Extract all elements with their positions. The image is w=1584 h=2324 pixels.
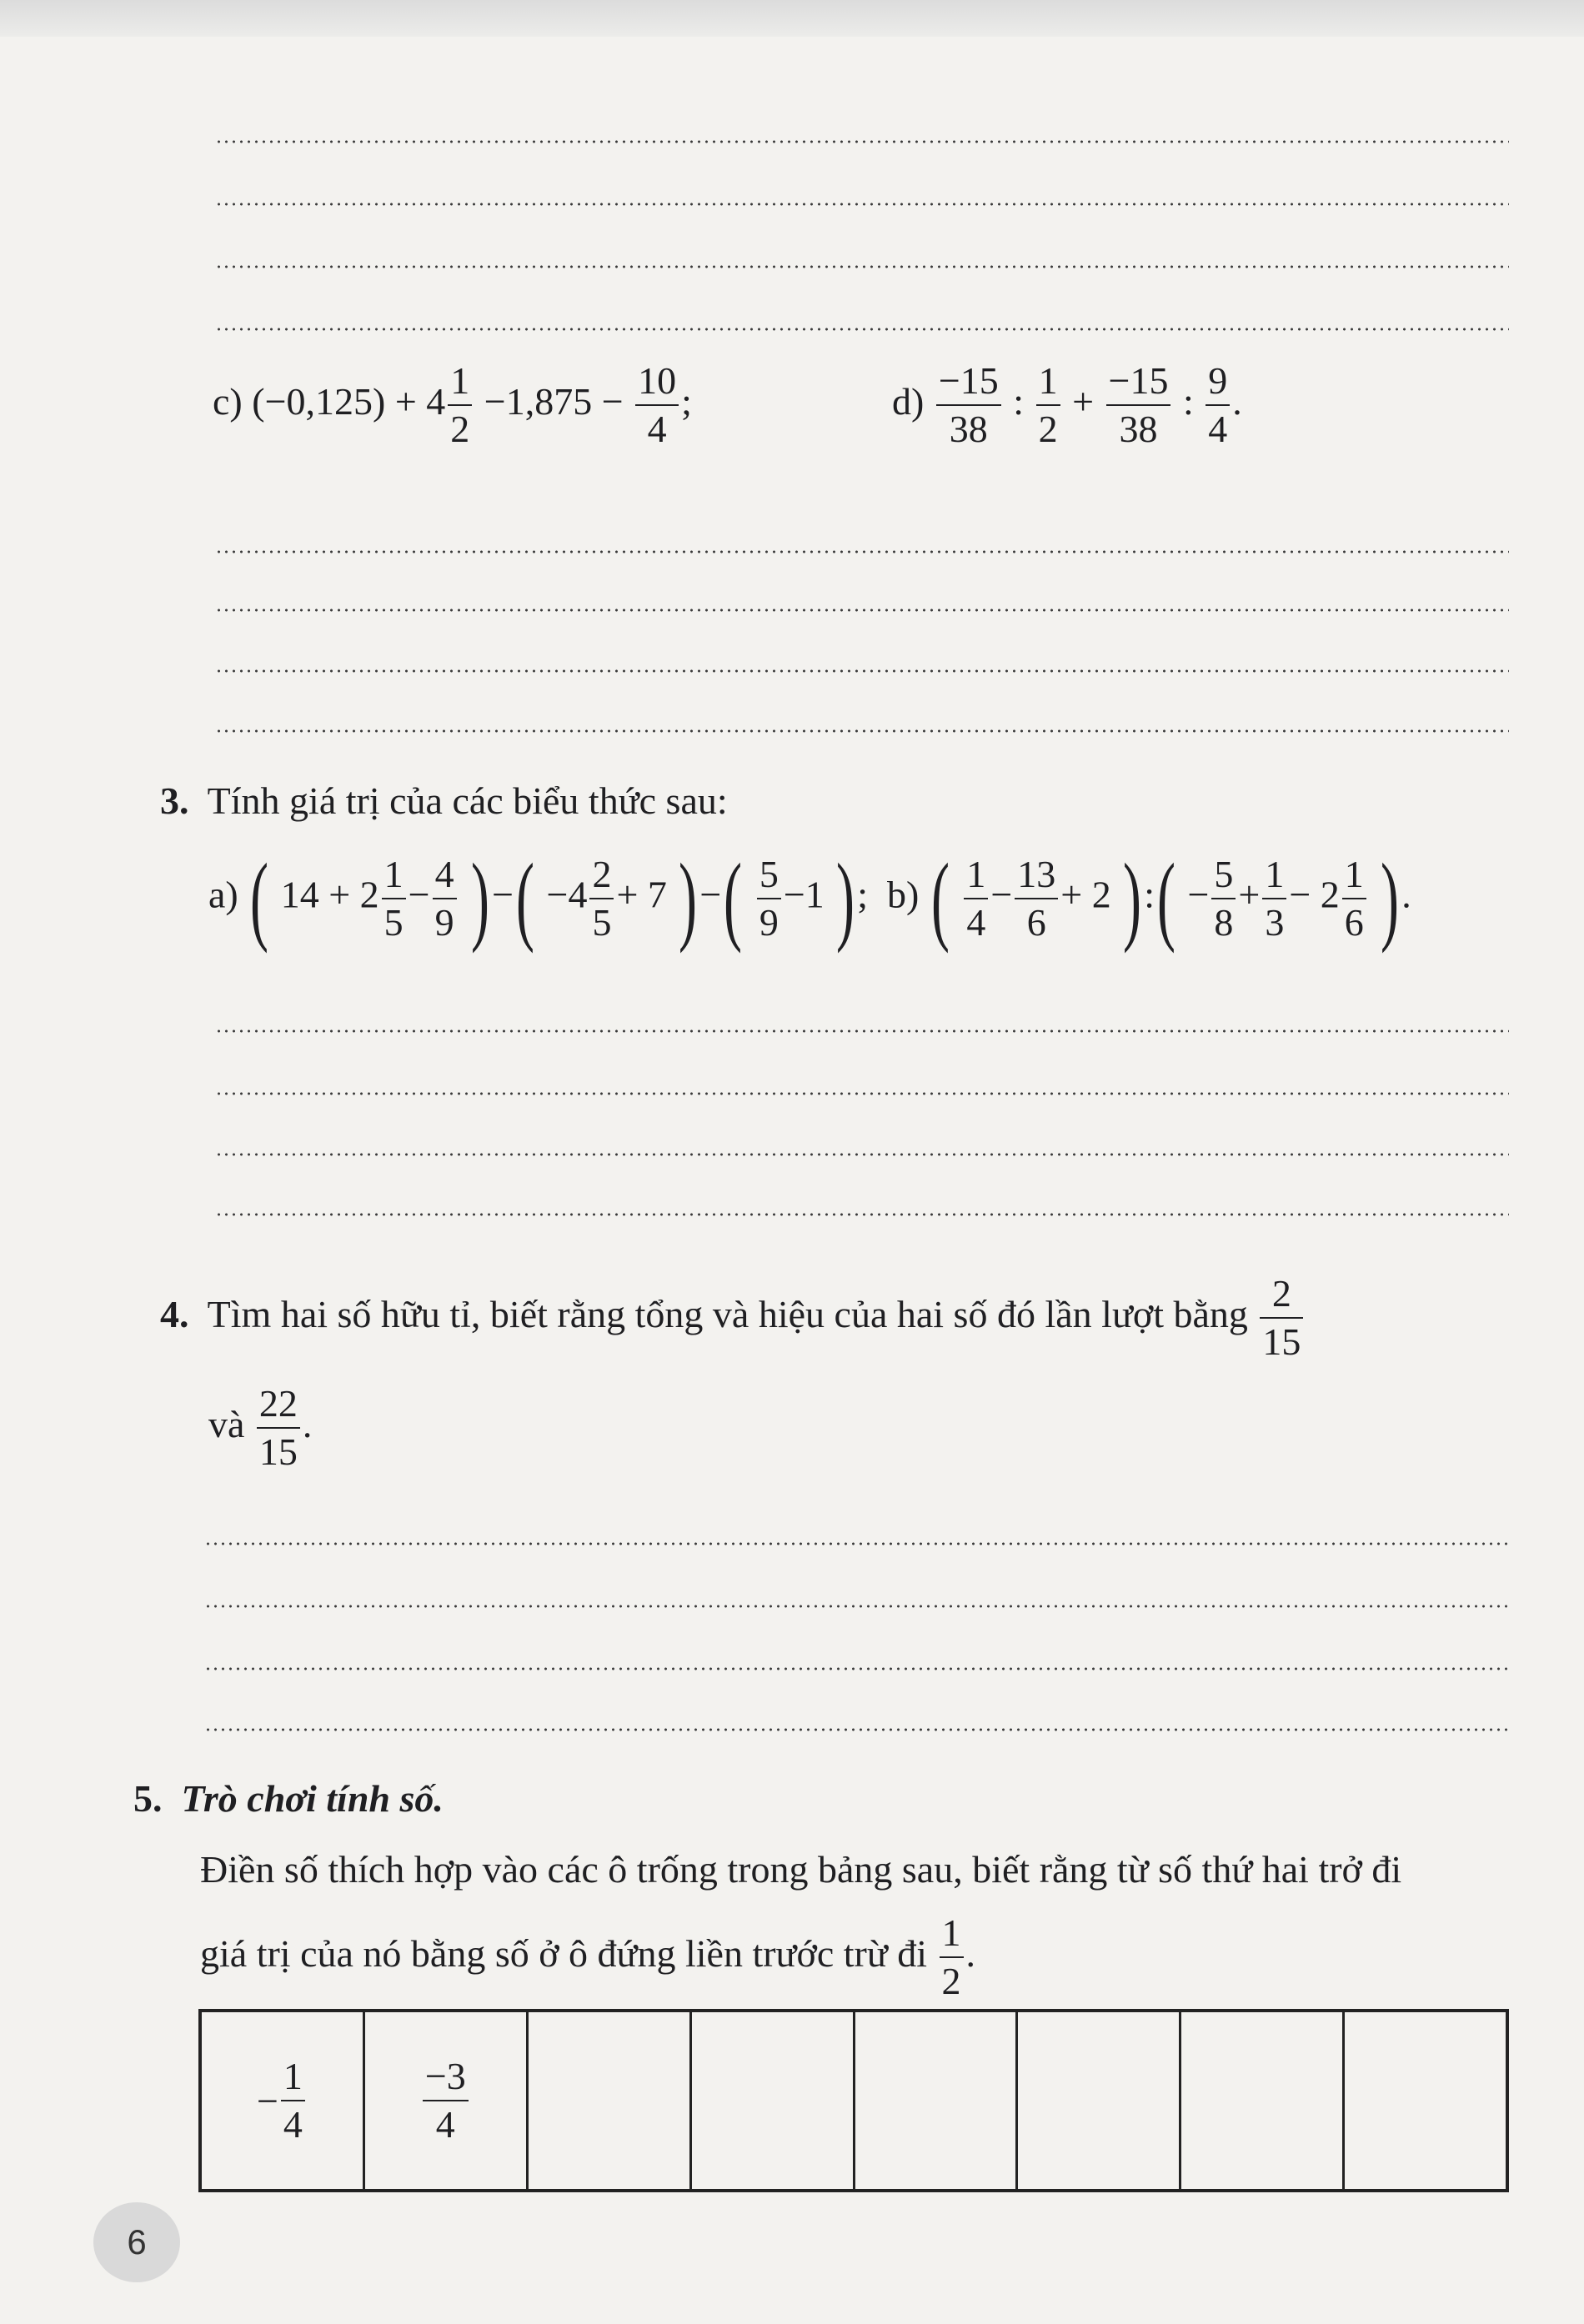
- part-label: a): [208, 873, 238, 916]
- fraction: [1036, 361, 1060, 450]
- answer-line: [204, 1605, 1509, 1608]
- paren-open: (: [930, 843, 950, 954]
- denominator: 2: [941, 1960, 961, 2003]
- question-text: Điền số thích hợp vào các ô trống trong bảng sau, biết rằng từ số thứ hai trở đi: [200, 1848, 1402, 1891]
- answer-line: [215, 328, 1509, 331]
- q4-line1: [160, 1274, 1306, 1363]
- expr-text: ;: [681, 379, 692, 423]
- denominator: 6: [1026, 901, 1046, 944]
- numerator: 2: [589, 854, 614, 899]
- operator: +: [1072, 379, 1095, 423]
- fraction: [448, 361, 472, 450]
- q5-line2: [200, 1913, 975, 2002]
- fraction: [589, 854, 614, 944]
- numerator: 5: [1211, 854, 1236, 899]
- expr-text: + 2: [1060, 873, 1111, 916]
- denominator: 9: [759, 901, 779, 944]
- question-number: 5.: [133, 1777, 163, 1820]
- denominator: 4: [435, 2103, 455, 2146]
- operator: −: [408, 873, 430, 916]
- answer-line: [215, 265, 1509, 268]
- paren-open: (: [250, 843, 269, 954]
- denominator: 4: [1208, 408, 1228, 451]
- denominator: 38: [949, 408, 988, 451]
- fraction: [635, 361, 679, 450]
- numerator: 1: [1262, 854, 1286, 899]
- expr-text: 14 + 2: [280, 873, 379, 916]
- operator: −: [492, 873, 514, 916]
- fraction: [423, 2056, 469, 2146]
- denominator: 8: [1214, 901, 1234, 944]
- q5-line1: [200, 1848, 1402, 1891]
- fraction: [433, 854, 457, 944]
- fraction: [1206, 361, 1230, 450]
- paren-close: ): [1381, 843, 1400, 954]
- fraction: [964, 854, 988, 944]
- denominator: 3: [1265, 901, 1285, 944]
- numerator: 10: [635, 361, 679, 406]
- table-cell-empty[interactable]: [1018, 2012, 1181, 2189]
- operator: −: [1187, 873, 1210, 916]
- operator: :: [1144, 873, 1155, 916]
- page-number: 6: [127, 2222, 147, 2261]
- expr-text: .: [302, 1402, 313, 1445]
- part-label: b): [887, 873, 920, 916]
- paren-open: (: [724, 843, 743, 954]
- question-text: Tìm hai số hữu tỉ, biết rằng tổng và hiệu của hai số đó lần lượt bằng: [207, 1292, 1248, 1335]
- numerator: 1: [382, 854, 406, 899]
- denominator: 4: [283, 2103, 303, 2146]
- expr-text: ;: [857, 873, 869, 916]
- expr-text: .: [965, 1931, 976, 1975]
- answer-line: [215, 1092, 1509, 1095]
- denominator: 15: [1262, 1320, 1301, 1364]
- sign: −: [256, 2079, 278, 2122]
- fraction: [257, 1384, 300, 1473]
- denominator: 4: [647, 408, 667, 451]
- numerator: −15: [1106, 361, 1171, 406]
- page-number-badge: [93, 2202, 180, 2282]
- numerator: −3: [423, 2056, 469, 2101]
- denominator: 5: [383, 901, 404, 944]
- answer-line: [215, 1029, 1509, 1033]
- table-cell-empty[interactable]: [529, 2012, 692, 2189]
- answer-line: [215, 140, 1509, 143]
- paren-close: ): [1123, 843, 1142, 954]
- fraction: [1262, 854, 1286, 944]
- operator: −: [699, 873, 722, 916]
- paren-open: (: [516, 843, 535, 954]
- fraction: [936, 361, 1001, 450]
- denominator: 38: [1119, 408, 1158, 451]
- question-text: và: [208, 1402, 245, 1445]
- paren-close: ): [471, 843, 490, 954]
- table-cell-empty[interactable]: [1345, 2012, 1506, 2189]
- numerator: 13: [1015, 854, 1058, 899]
- numerator: 1: [964, 854, 988, 899]
- fraction: [1342, 854, 1366, 944]
- fraction: [1106, 361, 1171, 450]
- show-through-heading-3: [392, 1175, 407, 1237]
- fraction: [757, 854, 781, 944]
- show-through-heading-2: [500, 267, 512, 315]
- answer-line: [215, 729, 1509, 733]
- part-label: d): [892, 379, 925, 423]
- operator: :: [1182, 379, 1194, 423]
- numerator: 1: [281, 2056, 305, 2101]
- q2-part-c: [213, 361, 692, 450]
- numerator: 1: [1036, 361, 1060, 406]
- expr-text: −1: [783, 873, 825, 916]
- numerator: 22: [257, 1384, 300, 1429]
- answer-line: [204, 1542, 1509, 1545]
- answer-line: [215, 609, 1509, 612]
- table-cell-empty[interactable]: [855, 2012, 1019, 2189]
- answer-line: [204, 1728, 1509, 1731]
- question-text: Tính giá trị của các biểu thức sau:: [207, 779, 728, 822]
- question-text: giá trị của nó bằng số ở ô đứng liền trước trừ đi: [200, 1931, 928, 1975]
- fraction: [940, 1913, 964, 2002]
- answer-line: [215, 550, 1509, 553]
- expr-text: −4: [546, 873, 588, 916]
- question-title: Trò chơi tính số.: [181, 1777, 444, 1820]
- page-top-strip: [0, 0, 1584, 37]
- q2-part-d: [892, 361, 1242, 450]
- denominator: 2: [1038, 408, 1058, 451]
- denominator: 9: [434, 901, 454, 944]
- numerator: 1: [448, 361, 472, 406]
- table-cell-empty[interactable]: [692, 2012, 855, 2189]
- expr-text: .: [1401, 873, 1411, 916]
- question-number: 3.: [160, 779, 189, 822]
- numerator: 2: [1260, 1274, 1303, 1319]
- denominator: 5: [592, 901, 612, 944]
- fraction: [281, 2056, 305, 2146]
- denominator: 2: [450, 408, 470, 451]
- q4-line2: [208, 1384, 312, 1473]
- answer-line: [215, 203, 1509, 206]
- fraction: [1211, 854, 1236, 944]
- expr-text: − 2: [1289, 873, 1340, 916]
- paren-close: ): [679, 843, 698, 954]
- operator: −: [990, 873, 1013, 916]
- q3-expressions: [208, 843, 1411, 954]
- operator: :: [1013, 379, 1025, 423]
- expr-text: + 7: [616, 873, 667, 916]
- answer-line: [215, 1153, 1509, 1156]
- numerator: 4: [433, 854, 457, 899]
- fraction: [1015, 854, 1058, 944]
- numerator: 1: [1342, 854, 1366, 899]
- fraction: [382, 854, 406, 944]
- expr-text: .: [1232, 379, 1242, 423]
- numerator: 5: [757, 854, 781, 899]
- denominator: 6: [1344, 901, 1364, 944]
- table-cell-1: [202, 2012, 365, 2189]
- q5-title: [133, 1777, 444, 1820]
- question-number: 4.: [160, 1292, 189, 1335]
- table-cell-empty[interactable]: [1181, 2012, 1345, 2189]
- part-label: c): [213, 379, 243, 423]
- numerator: −15: [936, 361, 1001, 406]
- numerator: 9: [1206, 361, 1230, 406]
- expr-text: −1,875 −: [484, 379, 624, 423]
- answer-line: [215, 1213, 1509, 1216]
- paren-close: ): [836, 843, 855, 954]
- denominator: 4: [966, 901, 986, 944]
- paren-open: (: [1156, 843, 1175, 954]
- expr-text: (−0,125) + 4: [252, 379, 446, 423]
- denominator: 15: [258, 1430, 298, 1474]
- table-cell-2: [365, 2012, 529, 2189]
- q3-prompt: [160, 779, 728, 822]
- answer-line: [215, 669, 1509, 673]
- answer-line: [204, 1667, 1509, 1670]
- number-game-table: [198, 2009, 1509, 2192]
- operator: +: [1238, 873, 1261, 916]
- numerator: 1: [940, 1913, 964, 1958]
- fraction: [1260, 1274, 1303, 1363]
